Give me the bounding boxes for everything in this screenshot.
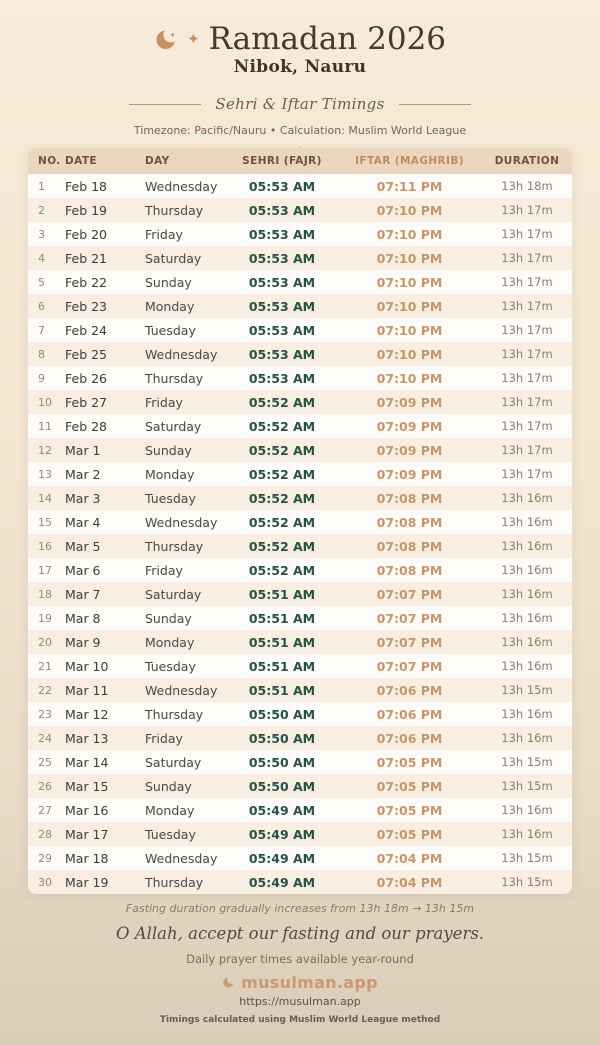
col-header-duration: DURATION bbox=[482, 148, 572, 174]
row-sehri-time: 05:52 AM bbox=[248, 562, 316, 578]
row-sehri-time: 05:53 AM bbox=[248, 202, 316, 218]
row-number: 9 bbox=[38, 371, 45, 385]
table-row bbox=[28, 390, 572, 414]
row-sehri-time: 05:53 AM bbox=[248, 178, 316, 194]
row-iftar-time: 07:07 PM bbox=[376, 658, 443, 674]
row-sehri-time: 05:49 AM bbox=[248, 802, 316, 818]
row-iftar-time: 07:09 PM bbox=[376, 442, 443, 458]
row-number: 3 bbox=[38, 227, 45, 241]
row-iftar-time: 07:05 PM bbox=[376, 778, 443, 794]
brand-crescent-icon bbox=[222, 976, 235, 989]
row-number: 6 bbox=[38, 299, 45, 313]
row-date: Mar 16 bbox=[65, 802, 109, 818]
table-row bbox=[28, 198, 572, 222]
table-header-row bbox=[28, 148, 572, 174]
row-sehri-time: 05:49 AM bbox=[248, 850, 316, 866]
page-title: Ramadan 2026 bbox=[208, 21, 447, 57]
row-duration: 13h 17m bbox=[501, 227, 553, 241]
row-day: Sunday bbox=[145, 610, 192, 626]
table-row bbox=[28, 534, 572, 558]
table-row bbox=[28, 702, 572, 726]
title-row bbox=[0, 21, 600, 57]
table-row bbox=[28, 750, 572, 774]
row-iftar-time: 07:10 PM bbox=[376, 202, 443, 218]
row-day: Saturday bbox=[145, 586, 202, 602]
row-duration: 13h 15m bbox=[501, 755, 553, 769]
row-date: Mar 17 bbox=[65, 826, 109, 842]
row-number: 26 bbox=[38, 779, 52, 793]
row-date: Mar 5 bbox=[65, 538, 101, 554]
row-number: 7 bbox=[38, 323, 45, 337]
row-duration: 13h 16m bbox=[501, 563, 553, 577]
row-sehri-time: 05:50 AM bbox=[248, 778, 316, 794]
row-number: 1 bbox=[38, 179, 45, 193]
row-iftar-time: 07:06 PM bbox=[376, 682, 443, 698]
row-day: Tuesday bbox=[145, 826, 196, 842]
row-number: 12 bbox=[38, 443, 52, 457]
row-number: 15 bbox=[38, 515, 52, 529]
row-date: Feb 25 bbox=[65, 346, 108, 362]
row-date: Mar 1 bbox=[65, 442, 101, 458]
row-date: Feb 18 bbox=[65, 178, 108, 194]
row-date: Mar 12 bbox=[65, 706, 109, 722]
row-number: 23 bbox=[38, 707, 52, 721]
row-number: 10 bbox=[38, 395, 52, 409]
row-day: Thursday bbox=[145, 706, 204, 722]
availability-note: Daily prayer times available year-round bbox=[186, 952, 414, 966]
row-day: Wednesday bbox=[145, 346, 218, 362]
page-footer bbox=[0, 897, 600, 1025]
calculation-method-note: Timings calculated using Muslim World League method bbox=[159, 1015, 441, 1025]
row-day: Tuesday bbox=[145, 658, 196, 674]
row-iftar-time: 07:07 PM bbox=[376, 610, 443, 626]
star-icon: ✦ bbox=[186, 30, 200, 48]
table-row bbox=[28, 654, 572, 678]
table-row bbox=[28, 558, 572, 582]
table-row bbox=[28, 342, 572, 366]
table-row bbox=[28, 846, 572, 870]
row-number: 14 bbox=[38, 491, 52, 505]
row-number: 25 bbox=[38, 755, 52, 769]
row-number: 28 bbox=[38, 827, 52, 841]
dua-text: O Allah, accept our fasting and our prayers. bbox=[115, 924, 485, 943]
row-duration: 13h 17m bbox=[501, 299, 553, 313]
row-sehri-time: 05:49 AM bbox=[248, 826, 316, 842]
timetable-body bbox=[28, 174, 572, 894]
row-sehri-time: 05:53 AM bbox=[248, 274, 316, 290]
row-date: Mar 9 bbox=[65, 634, 101, 650]
row-sehri-time: 05:53 AM bbox=[248, 250, 316, 266]
row-duration: 13h 16m bbox=[501, 803, 553, 817]
table-row bbox=[28, 726, 572, 750]
row-sehri-time: 05:53 AM bbox=[248, 298, 316, 314]
row-day: Tuesday bbox=[145, 490, 196, 506]
row-day: Monday bbox=[145, 466, 195, 482]
row-sehri-time: 05:52 AM bbox=[248, 514, 316, 530]
row-iftar-time: 07:10 PM bbox=[376, 274, 443, 290]
table-row bbox=[28, 582, 572, 606]
row-iftar-time: 07:10 PM bbox=[376, 250, 443, 266]
row-iftar-time: 07:11 PM bbox=[376, 178, 443, 194]
row-number: 22 bbox=[38, 683, 52, 697]
row-duration: 13h 17m bbox=[501, 275, 553, 289]
row-duration: 13h 17m bbox=[501, 251, 553, 265]
row-day: Saturday bbox=[145, 418, 202, 434]
row-date: Feb 27 bbox=[65, 394, 108, 410]
row-day: Tuesday bbox=[145, 322, 196, 338]
brand-name: musulman.app bbox=[241, 973, 378, 992]
row-iftar-time: 07:04 PM bbox=[376, 850, 443, 866]
row-day: Saturday bbox=[145, 754, 202, 770]
row-sehri-time: 05:52 AM bbox=[248, 490, 316, 506]
row-number: 13 bbox=[38, 467, 52, 481]
row-duration: 13h 16m bbox=[501, 587, 553, 601]
row-iftar-time: 07:07 PM bbox=[376, 586, 443, 602]
table-row bbox=[28, 174, 572, 198]
row-number: 8 bbox=[38, 347, 45, 361]
table-row bbox=[28, 438, 572, 462]
row-iftar-time: 07:09 PM bbox=[376, 466, 443, 482]
row-iftar-time: 07:10 PM bbox=[376, 226, 443, 242]
row-date: Mar 4 bbox=[65, 514, 101, 530]
row-iftar-time: 07:05 PM bbox=[376, 754, 443, 770]
row-duration: 13h 16m bbox=[501, 707, 553, 721]
row-sehri-time: 05:53 AM bbox=[248, 226, 316, 242]
row-sehri-time: 05:52 AM bbox=[248, 466, 316, 482]
row-sehri-time: 05:52 AM bbox=[248, 394, 316, 410]
row-sehri-time: 05:50 AM bbox=[248, 706, 316, 722]
row-date: Mar 11 bbox=[65, 682, 109, 698]
table-row bbox=[28, 246, 572, 270]
row-number: 30 bbox=[38, 875, 52, 889]
row-duration: 13h 16m bbox=[501, 515, 553, 529]
crescent-moon-icon bbox=[154, 28, 178, 52]
row-date: Mar 14 bbox=[65, 754, 109, 770]
row-day: Thursday bbox=[145, 202, 204, 218]
row-sehri-time: 05:51 AM bbox=[248, 610, 316, 626]
row-duration: 13h 16m bbox=[501, 635, 553, 649]
row-iftar-time: 07:10 PM bbox=[376, 298, 443, 314]
row-duration: 13h 15m bbox=[501, 851, 553, 865]
timezone-calculation-note: Timezone: Pacific/Nauru • Calculation: Muslim World League bbox=[133, 124, 467, 137]
row-day: Monday bbox=[145, 802, 195, 818]
table-row bbox=[28, 678, 572, 702]
row-duration: 13h 17m bbox=[501, 467, 553, 481]
row-duration: 13h 16m bbox=[501, 731, 553, 745]
row-number: 17 bbox=[38, 563, 52, 577]
row-date: Mar 18 bbox=[65, 850, 109, 866]
row-sehri-time: 05:51 AM bbox=[248, 658, 316, 674]
row-number: 20 bbox=[38, 635, 52, 649]
row-duration: 13h 17m bbox=[501, 323, 553, 337]
table-row bbox=[28, 270, 572, 294]
timings-table bbox=[28, 148, 572, 894]
row-duration: 13h 17m bbox=[501, 347, 553, 361]
row-day: Sunday bbox=[145, 274, 192, 290]
row-sehri-time: 05:51 AM bbox=[248, 634, 316, 650]
row-sehri-time: 05:52 AM bbox=[248, 538, 316, 554]
row-day: Friday bbox=[145, 562, 183, 578]
row-date: Feb 19 bbox=[65, 202, 108, 218]
row-iftar-time: 07:04 PM bbox=[376, 874, 443, 890]
row-duration: 13h 17m bbox=[501, 395, 553, 409]
row-day: Thursday bbox=[145, 370, 204, 386]
row-day: Friday bbox=[145, 394, 183, 410]
row-date: Feb 24 bbox=[65, 322, 108, 338]
subtitle-row bbox=[0, 95, 600, 113]
row-duration: 13h 17m bbox=[501, 371, 553, 385]
divider-line-left bbox=[129, 104, 201, 105]
row-date: Mar 13 bbox=[65, 730, 109, 746]
row-day: Sunday bbox=[145, 778, 192, 794]
row-iftar-time: 07:05 PM bbox=[376, 826, 443, 842]
row-sehri-time: 05:53 AM bbox=[248, 346, 316, 362]
table-row bbox=[28, 822, 572, 846]
table-row bbox=[28, 222, 572, 246]
row-date: Feb 21 bbox=[65, 250, 108, 266]
row-number: 16 bbox=[38, 539, 52, 553]
table-row bbox=[28, 414, 572, 438]
table-row bbox=[28, 870, 572, 894]
row-date: Mar 8 bbox=[65, 610, 101, 626]
row-date: Mar 6 bbox=[65, 562, 101, 578]
row-iftar-time: 07:05 PM bbox=[376, 802, 443, 818]
row-day: Thursday bbox=[145, 538, 204, 554]
table-row bbox=[28, 318, 572, 342]
row-sehri-time: 05:49 AM bbox=[248, 874, 316, 890]
row-duration: 13h 16m bbox=[501, 611, 553, 625]
table-row bbox=[28, 510, 572, 534]
row-day: Friday bbox=[145, 730, 183, 746]
row-iftar-time: 07:06 PM bbox=[376, 730, 443, 746]
row-number: 18 bbox=[38, 587, 52, 601]
row-date: Feb 26 bbox=[65, 370, 108, 386]
row-day: Thursday bbox=[145, 874, 204, 890]
table-row bbox=[28, 606, 572, 630]
row-sehri-time: 05:52 AM bbox=[248, 442, 316, 458]
row-duration: 13h 15m bbox=[501, 875, 553, 889]
row-duration: 13h 15m bbox=[501, 779, 553, 793]
row-sehri-time: 05:50 AM bbox=[248, 754, 316, 770]
row-number: 4 bbox=[38, 251, 45, 265]
row-date: Mar 7 bbox=[65, 586, 101, 602]
row-date: Mar 2 bbox=[65, 466, 101, 482]
row-date: Mar 10 bbox=[65, 658, 109, 674]
row-number: 11 bbox=[38, 419, 52, 433]
row-duration: 13h 17m bbox=[501, 443, 553, 457]
table-row bbox=[28, 462, 572, 486]
row-sehri-time: 05:51 AM bbox=[248, 586, 316, 602]
row-date: Feb 22 bbox=[65, 274, 108, 290]
row-iftar-time: 07:09 PM bbox=[376, 394, 443, 410]
table-row bbox=[28, 774, 572, 798]
page-header bbox=[0, 0, 600, 155]
row-iftar-time: 07:08 PM bbox=[376, 562, 443, 578]
location-subtitle: Nibok, Nauru bbox=[233, 57, 367, 77]
row-date: Feb 28 bbox=[65, 418, 108, 434]
row-day: Wednesday bbox=[145, 682, 218, 698]
col-header-day: DAY bbox=[145, 148, 227, 174]
row-date: Mar 15 bbox=[65, 778, 109, 794]
brand-url[interactable]: https://musulman.app bbox=[239, 995, 361, 1008]
row-day: Monday bbox=[145, 634, 195, 650]
table-row bbox=[28, 366, 572, 390]
row-day: Wednesday bbox=[145, 850, 218, 866]
table-row bbox=[28, 798, 572, 822]
row-day: Sunday bbox=[145, 442, 192, 458]
table-row bbox=[28, 486, 572, 510]
row-number: 24 bbox=[38, 731, 52, 745]
row-duration: 13h 17m bbox=[501, 203, 553, 217]
table-row bbox=[28, 294, 572, 318]
timings-table-card bbox=[28, 148, 572, 894]
row-number: 27 bbox=[38, 803, 52, 817]
row-date: Mar 19 bbox=[65, 874, 109, 890]
row-date: Feb 23 bbox=[65, 298, 108, 314]
row-iftar-time: 07:08 PM bbox=[376, 514, 443, 530]
row-duration: 13h 16m bbox=[501, 491, 553, 505]
col-header-sehri: SEHRI (FAJR) bbox=[227, 148, 337, 174]
row-iftar-time: 07:09 PM bbox=[376, 418, 443, 434]
col-header-no: NO. bbox=[28, 148, 65, 174]
row-number: 19 bbox=[38, 611, 52, 625]
row-number: 5 bbox=[38, 275, 45, 289]
row-sehri-time: 05:53 AM bbox=[248, 322, 316, 338]
row-iftar-time: 07:07 PM bbox=[376, 634, 443, 650]
row-sehri-time: 05:52 AM bbox=[248, 418, 316, 434]
row-iftar-time: 07:08 PM bbox=[376, 490, 443, 506]
row-iftar-time: 07:06 PM bbox=[376, 706, 443, 722]
row-sehri-time: 05:50 AM bbox=[248, 730, 316, 746]
col-header-date: DATE bbox=[65, 148, 145, 174]
fasting-duration-note: Fasting duration gradually increases from 13h 18m → 13h 15m bbox=[125, 902, 475, 915]
row-day: Wednesday bbox=[145, 514, 218, 530]
row-number: 2 bbox=[38, 203, 45, 217]
row-day: Friday bbox=[145, 226, 183, 242]
row-date: Mar 3 bbox=[65, 490, 101, 506]
row-iftar-time: 07:10 PM bbox=[376, 370, 443, 386]
row-number: 29 bbox=[38, 851, 52, 865]
brand-link[interactable] bbox=[0, 973, 600, 992]
row-duration: 13h 16m bbox=[501, 539, 553, 553]
row-sehri-time: 05:53 AM bbox=[248, 370, 316, 386]
row-date: Feb 20 bbox=[65, 226, 108, 242]
row-duration: 13h 18m bbox=[501, 179, 553, 193]
col-header-iftar: IFTAR (MAGHRIB) bbox=[337, 148, 482, 174]
table-row bbox=[28, 630, 572, 654]
row-number: 21 bbox=[38, 659, 52, 673]
row-duration: 13h 15m bbox=[501, 683, 553, 697]
row-day: Monday bbox=[145, 298, 195, 314]
row-day: Saturday bbox=[145, 250, 202, 266]
row-iftar-time: 07:10 PM bbox=[376, 346, 443, 362]
row-sehri-time: 05:51 AM bbox=[248, 682, 316, 698]
row-duration: 13h 17m bbox=[501, 419, 553, 433]
row-duration: 13h 16m bbox=[501, 827, 553, 841]
row-iftar-time: 07:08 PM bbox=[376, 538, 443, 554]
divider-line-right bbox=[399, 104, 471, 105]
row-day: Wednesday bbox=[145, 178, 218, 194]
row-iftar-time: 07:10 PM bbox=[376, 322, 443, 338]
timings-subtitle: Sehri & Iftar Timings bbox=[215, 95, 385, 113]
row-duration: 13h 16m bbox=[501, 659, 553, 673]
